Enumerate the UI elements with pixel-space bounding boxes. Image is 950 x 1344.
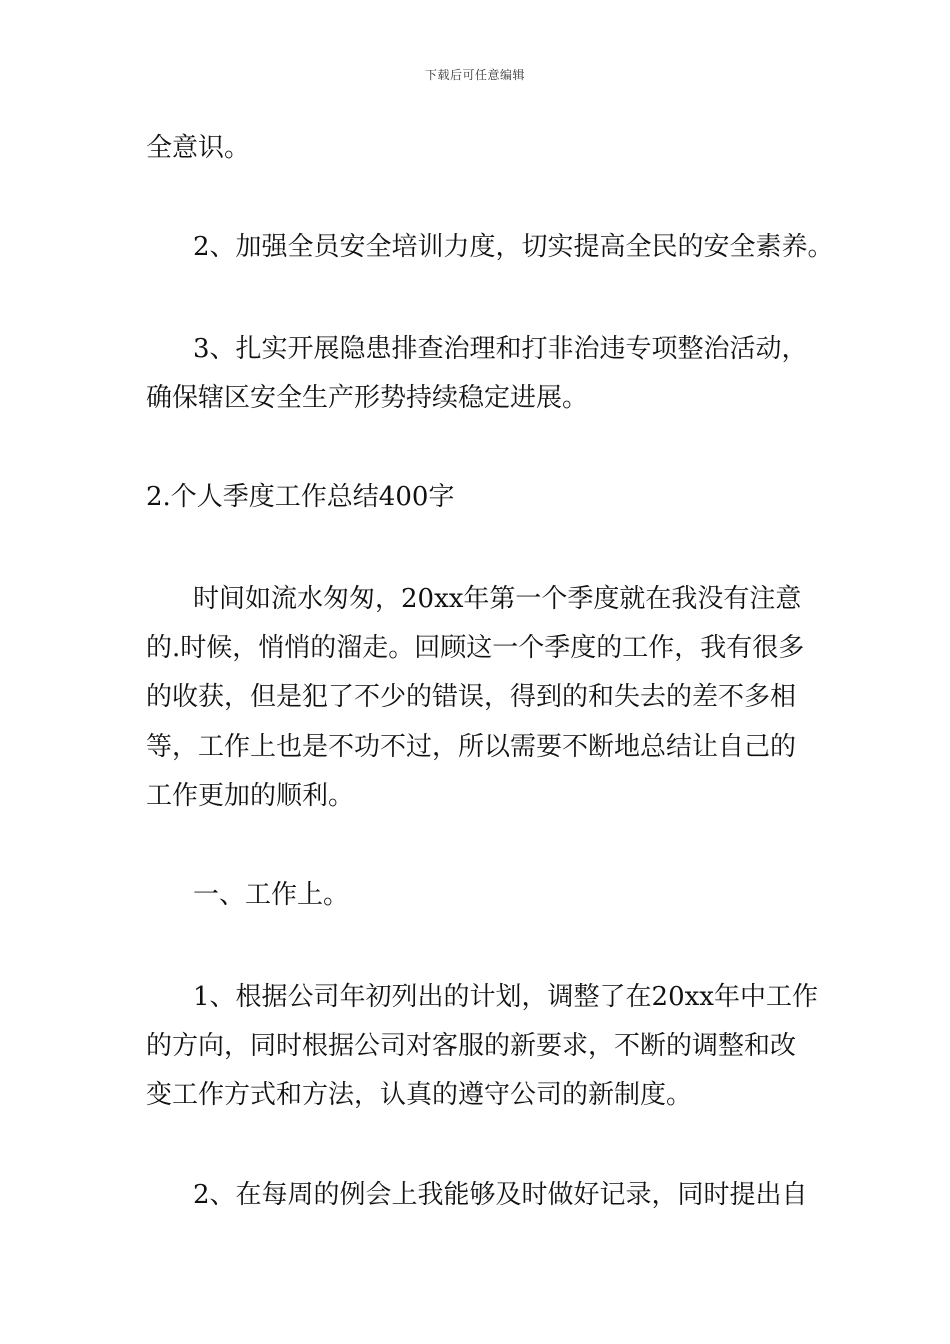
paragraph-line: 全意识。 (146, 133, 251, 163)
paragraph-line: 3、扎实开展隐患排查治理和打非治违专项整治活动， (193, 334, 808, 364)
page-header: 下载后可任意编辑 (424, 68, 525, 82)
paragraph-line: 等，工作上也是不功不过，所以需要不断地总结让自己的 (146, 732, 797, 762)
paragraph-line: 确保辖区安全生产形势持续稳定进展。 (146, 383, 589, 413)
section-heading: 2.个人季度工作总结400字 (146, 482, 455, 512)
paragraph-line: 时间如流水匆匆，20xx年第一个季度就在我没有注意 (193, 584, 802, 614)
paragraph-line: 工作更加的顺利。 (146, 781, 355, 811)
subheading-line: 一、工作上。 (193, 880, 350, 910)
paragraph-line: 的方向，同时根据公司对客服的新要求，不断的调整和改 (146, 1031, 797, 1061)
paragraph-line: 2、在每周的例会上我能够及时做好记录，同时提出自 (193, 1180, 808, 1210)
paragraph-line: 变工作方式和方法，认真的遵守公司的新制度。 (146, 1080, 693, 1110)
paragraph-line: 1、根据公司年初列出的计划，调整了在20xx年中工作 (193, 982, 818, 1012)
paragraph-line: 的.时候，悄悄的溜走。回顾这一个季度的工作，我有很多 (146, 633, 805, 663)
paragraph-line: 的收获，但是犯了不少的错误，得到的和失去的差不多相 (146, 682, 797, 712)
paragraph-line: 2、加强全员安全培训力度，切实提高全民的安全素养。 (193, 232, 834, 262)
